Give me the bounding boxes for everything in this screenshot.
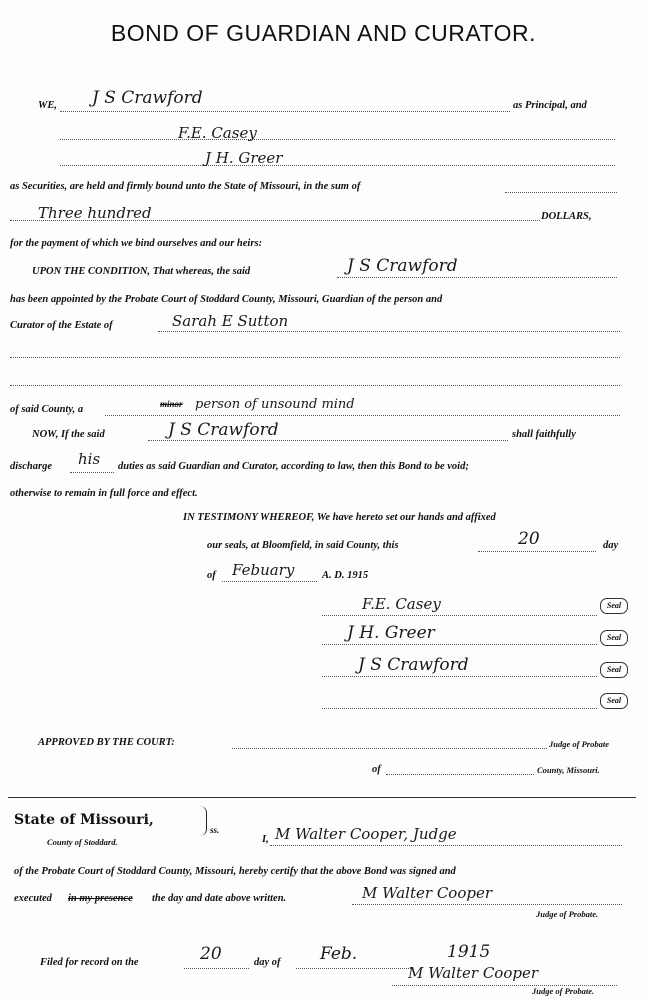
approval-county-line	[386, 774, 534, 775]
certificate-signature: M Walter Cooper	[362, 884, 493, 902]
curator-label: Curator of the Estate of	[10, 320, 113, 331]
filing-day: 20	[200, 944, 222, 964]
testimony-of-label: of	[207, 570, 216, 581]
section-divider	[8, 797, 636, 798]
appointed-clause: has been appointed by the Probate Court of Stoddard County, Missouri, Guardian of the person and	[10, 294, 443, 305]
seal-2: Seal	[600, 630, 628, 646]
filing-day-label: day of	[254, 957, 281, 968]
ward-line	[158, 331, 620, 332]
his-line	[70, 472, 114, 473]
sum-unit: DOLLARS,	[541, 211, 592, 222]
duties-clause: duties as said Guardian and Curator, according to law, then this Bond to be void;	[118, 461, 469, 472]
signature-line-1	[322, 615, 597, 616]
filing-year: 1915	[447, 942, 491, 962]
certificate-brace	[200, 806, 207, 836]
sum-amount: Three hundred	[38, 204, 152, 222]
filing-month-line	[296, 968, 411, 969]
certificate-signature-line	[352, 904, 622, 905]
otherwise-clause: otherwise to remain in full force and effect.	[10, 488, 198, 499]
approval-label: APPROVED BY THE COURT:	[38, 737, 175, 748]
certificate-ss: ss.	[210, 825, 220, 835]
we-label: WE,	[38, 100, 57, 111]
filing-day-line	[184, 968, 249, 969]
security-line-1	[60, 139, 615, 140]
certificate-line-2: of the Probate Court of Stoddard County, Missouri, hereby certify that the above Bond was signed and	[14, 866, 456, 877]
document-title: BOND OF GUARDIAN AND CURATOR.	[110, 20, 537, 46]
testimony-month-line	[222, 581, 317, 582]
signature-3: J S Crawford	[358, 655, 469, 675]
seal-3: Seal	[600, 662, 628, 678]
now-lead: NOW, If the said	[32, 429, 105, 440]
certificate-county: County of Stoddard.	[47, 837, 118, 847]
condition-name: J S Crawford	[347, 256, 458, 276]
now-tail: shall faithfully	[512, 429, 576, 440]
certificate-presence-struck: in my presence	[68, 893, 133, 904]
approval-of-label: of	[372, 764, 381, 775]
minor-struck: minor	[160, 399, 183, 409]
filing-judge-label: Judge of Probate.	[532, 986, 595, 996]
sum-top-line	[505, 192, 617, 193]
approval-county-label: County, Missouri.	[537, 765, 600, 775]
ward-status: person of unsound mind	[195, 397, 355, 412]
signature-2: J H. Greer	[347, 623, 435, 643]
now-name: J S Crawford	[168, 420, 279, 440]
principal-name: J S Crawford	[92, 88, 203, 108]
testimony-ad-label: A. D. 1915	[322, 570, 369, 581]
ward-blank-line-1	[10, 357, 620, 358]
ward-blank-line-2	[10, 385, 620, 386]
condition-lead: UPON THE CONDITION, That whereas, the said	[32, 266, 251, 277]
filing-signature: M Walter Cooper	[408, 964, 539, 982]
testimony-month: Febuary	[232, 561, 295, 579]
securities-clause: as Securities, are held and firmly bound unto the State of Missouri, in the sum of	[10, 181, 361, 192]
testimony-day-line	[478, 551, 596, 552]
testimony-day: 20	[518, 529, 540, 549]
seal-4: Seal	[600, 693, 628, 709]
ward-name: Sarah E Sutton	[172, 312, 289, 330]
signature-line-3	[322, 676, 597, 677]
certificate-judge-label: Judge of Probate.	[536, 909, 599, 919]
certificate-executed-label: executed	[14, 893, 52, 904]
certificate-line-3-tail: the day and date above written.	[152, 893, 287, 904]
approval-judge-label: Judge of Probate	[549, 739, 609, 749]
signature-line-2	[322, 644, 597, 645]
filing-lead: Filed for record on the	[40, 957, 139, 968]
testimony-line-1: IN TESTIMONY WHEREOF, We have hereto set our hands and affixed	[183, 512, 496, 523]
principal-line	[60, 111, 510, 112]
certificate-state: State of Missouri,	[14, 812, 154, 828]
seal-1: Seal	[600, 598, 628, 614]
status-line	[105, 415, 620, 416]
certificate-i-label: I,	[262, 834, 269, 845]
filing-month: Feb.	[320, 944, 358, 964]
certificate-judge-name: M Walter Cooper, Judge	[275, 825, 457, 843]
testimony-day-label: day	[603, 540, 619, 551]
approval-judge-line	[232, 748, 547, 749]
county-label: of said County, a	[10, 404, 84, 415]
signature-line-4	[322, 708, 597, 709]
payment-clause: for the payment of which we bind ourselves and our heirs:	[10, 238, 263, 249]
principal-role-label: as Principal, and	[513, 100, 587, 111]
security-name-1: F.E. Casey	[178, 124, 257, 142]
signature-1: F.E. Casey	[362, 595, 441, 613]
security-line-2	[60, 165, 615, 166]
condition-name-line	[337, 277, 617, 278]
his-word: his	[78, 450, 101, 468]
now-name-line	[148, 440, 508, 441]
testimony-line-2: our seals, at Bloomfield, in said County, this	[207, 540, 399, 551]
discharge-label: discharge	[10, 461, 52, 472]
certificate-judge-line	[270, 845, 622, 846]
security-name-2: J H. Greer	[205, 149, 283, 167]
